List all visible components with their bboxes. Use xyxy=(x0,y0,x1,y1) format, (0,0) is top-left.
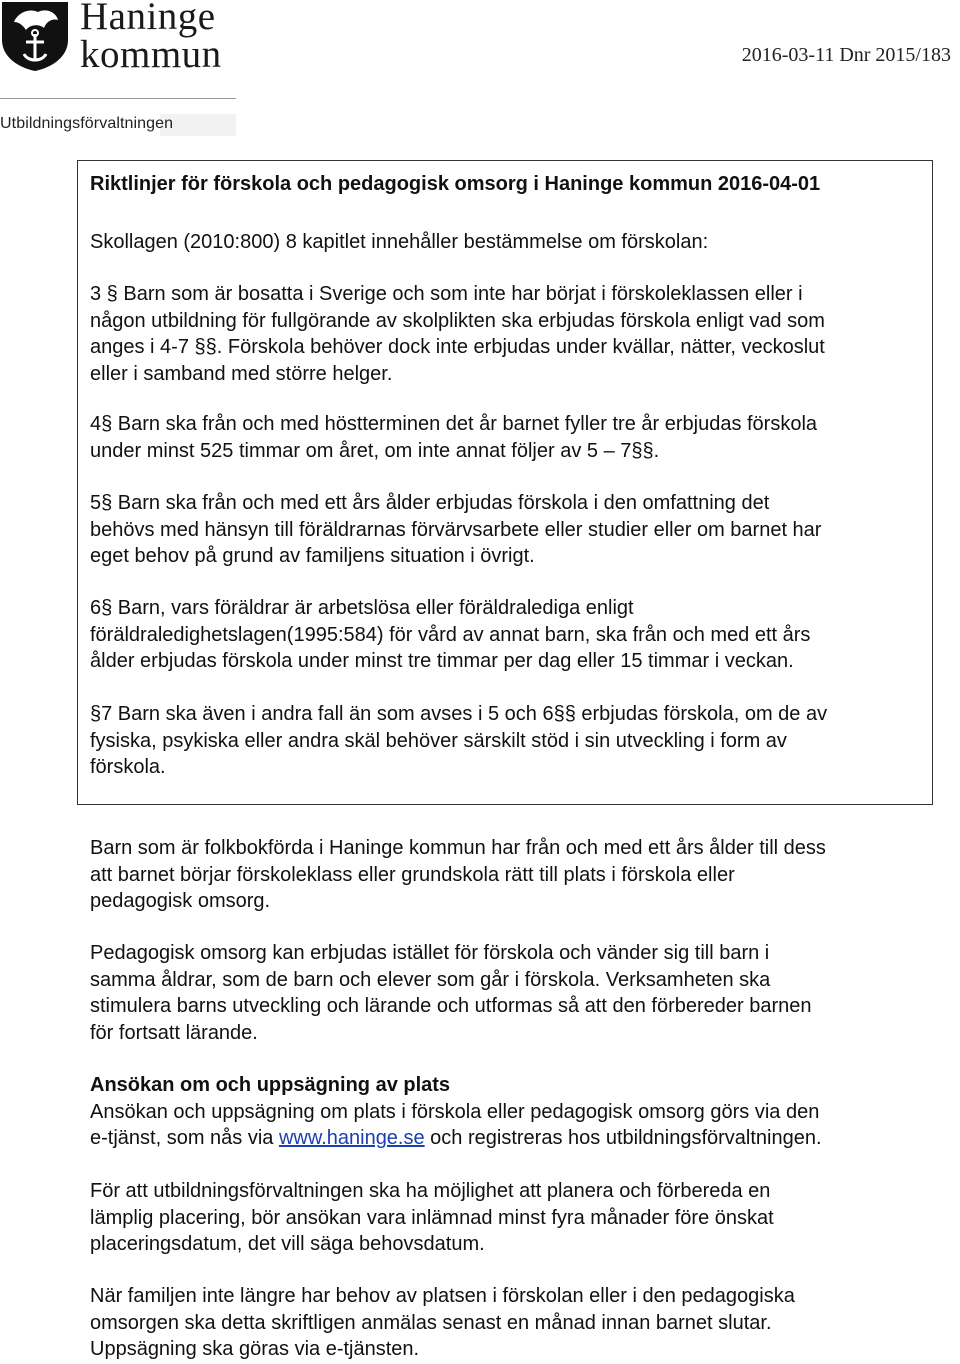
brand-line-2: kommun xyxy=(80,33,222,76)
text-line: Ansökan och uppsägning om plats i förskola eller pedagogisk omsorg görs via den xyxy=(90,1100,820,1123)
application-section xyxy=(90,1072,822,1152)
text-line: Uppsägning ska göras via e-tjänsten. xyxy=(90,1338,420,1360)
text-line: lämplig placering, bör ansökan vara inlämnad minst fyra månader före önskat xyxy=(90,1206,774,1229)
text-line: fysiska, psykiska eller andra skäl behöver särskilt stöd i sin utveckling i form av xyxy=(90,729,787,752)
text-fragment: e-tjänst, som nås via xyxy=(90,1127,279,1149)
text-line: För att utbildningsförvaltningen ska ha möjlighet att planera och förbereda en xyxy=(90,1180,771,1202)
text-line: någon utbildning för fullgörande av skolplikten ska erbjudas förskola enligt vad som xyxy=(90,309,825,332)
paragraph-7 xyxy=(90,701,827,781)
intro-paragraph: Skollagen (2010:800) 8 kapitlet innehåller bestämmelse om förskolan: xyxy=(90,231,709,253)
department-name: Utbildningsförvaltningen xyxy=(0,115,174,132)
text-line: för fortsatt lärande. xyxy=(90,1021,258,1044)
text-line: Pedagogisk omsorg kan erbjudas istället för förskola och vänder sig till barn i xyxy=(90,942,770,964)
text-line: förskola. xyxy=(90,756,166,778)
text-line: 3 § Barn som är bosatta i Sverige och som inte har börjat i förskoleklassen eller i xyxy=(90,283,803,305)
paragraph-5 xyxy=(90,490,821,570)
header-divider xyxy=(0,98,236,99)
text-line: under minst 525 timmar om året, om inte annat följer av 5 – 7§§. xyxy=(90,439,660,462)
text-line: behövs med hänsyn till föräldrarnas förvärvsarbete eller studier eller om barnet har xyxy=(90,518,822,541)
brand-name xyxy=(80,0,222,74)
text-line: ålder erbjudas förskola under minst tre timmar per dag eller 15 timmar i veckan. xyxy=(90,650,794,672)
text-fragment: och registreras hos utbildningsförvaltningen. xyxy=(424,1127,822,1149)
haninge-shield-icon xyxy=(0,0,70,72)
paragraph-3 xyxy=(90,281,825,387)
text-line: pedagogisk omsorg. xyxy=(90,890,271,912)
text-line: samma åldrar, som de barn och elever som går i förskola. Verksamheten ska xyxy=(90,968,771,991)
text-line: placeringsdatum, det vill säga behovsdatum. xyxy=(90,1233,485,1255)
document-title: Riktlinjer för förskola och pedagogisk omsorg i Haninge kommun 2016-04-01 xyxy=(90,173,821,195)
body-paragraph-2 xyxy=(90,940,812,1046)
text-line: När familjen inte längre har behov av platsen i förskolan eller i den pedagogiska xyxy=(90,1285,795,1307)
body-paragraph-5 xyxy=(90,1283,795,1363)
text-line: föräldraledighetslagen(1995:584) för vård av annat barn, ska från och med ett års xyxy=(90,623,811,646)
text-line: eller i samband med större helger. xyxy=(90,362,393,385)
brand-line-1: Haninge xyxy=(80,0,216,38)
text-line xyxy=(90,1125,822,1152)
text-line: §7 Barn ska även i andra fall än som avses i 5 och 6§§ erbjudas förskola, om de av xyxy=(90,703,828,725)
text-line: eget behov på grund av familjens situation i övrigt. xyxy=(90,545,535,567)
text-line: 6§ Barn, vars föräldrar är arbetslösa eller föräldralediga enligt xyxy=(90,597,634,619)
haninge-website-link[interactable]: www.haninge.se xyxy=(278,1127,425,1149)
document-header xyxy=(0,0,960,140)
body-paragraph-4 xyxy=(90,1178,774,1258)
paragraph-4 xyxy=(90,411,817,464)
text-line: 5§ Barn ska från och med ett års ålder erbjudas förskola i den omfattning det xyxy=(90,492,770,514)
text-line: omsorgen ska detta skriftligen anmälas senast en månad innan barnet slutar. xyxy=(90,1311,772,1334)
text-line: 4§ Barn ska från och med höstterminen det år barnet fyller tre år erbjudas förskola xyxy=(90,413,818,435)
text-line: anges i 4-7 §§. Förskola behöver dock inte erbjudas under kvällar, nätter, veckoslut xyxy=(90,336,825,358)
paragraph-6 xyxy=(90,595,810,675)
section-heading: Ansökan om och uppsägning av plats xyxy=(90,1074,451,1096)
body-paragraph-1 xyxy=(90,835,826,915)
text-line: att barnet börjar förskoleklass eller grundskola rätt till plats i förskola eller xyxy=(90,863,735,886)
text-line: Barn som är folkbokförda i Haninge kommun har från och med ett års ålder till dess xyxy=(90,837,826,859)
date-reference: 2016-03-11 Dnr 2015/183 xyxy=(741,44,951,66)
text-line: stimulera barns utveckling och lärande och utformas så att den förbereder barnen xyxy=(90,995,812,1017)
